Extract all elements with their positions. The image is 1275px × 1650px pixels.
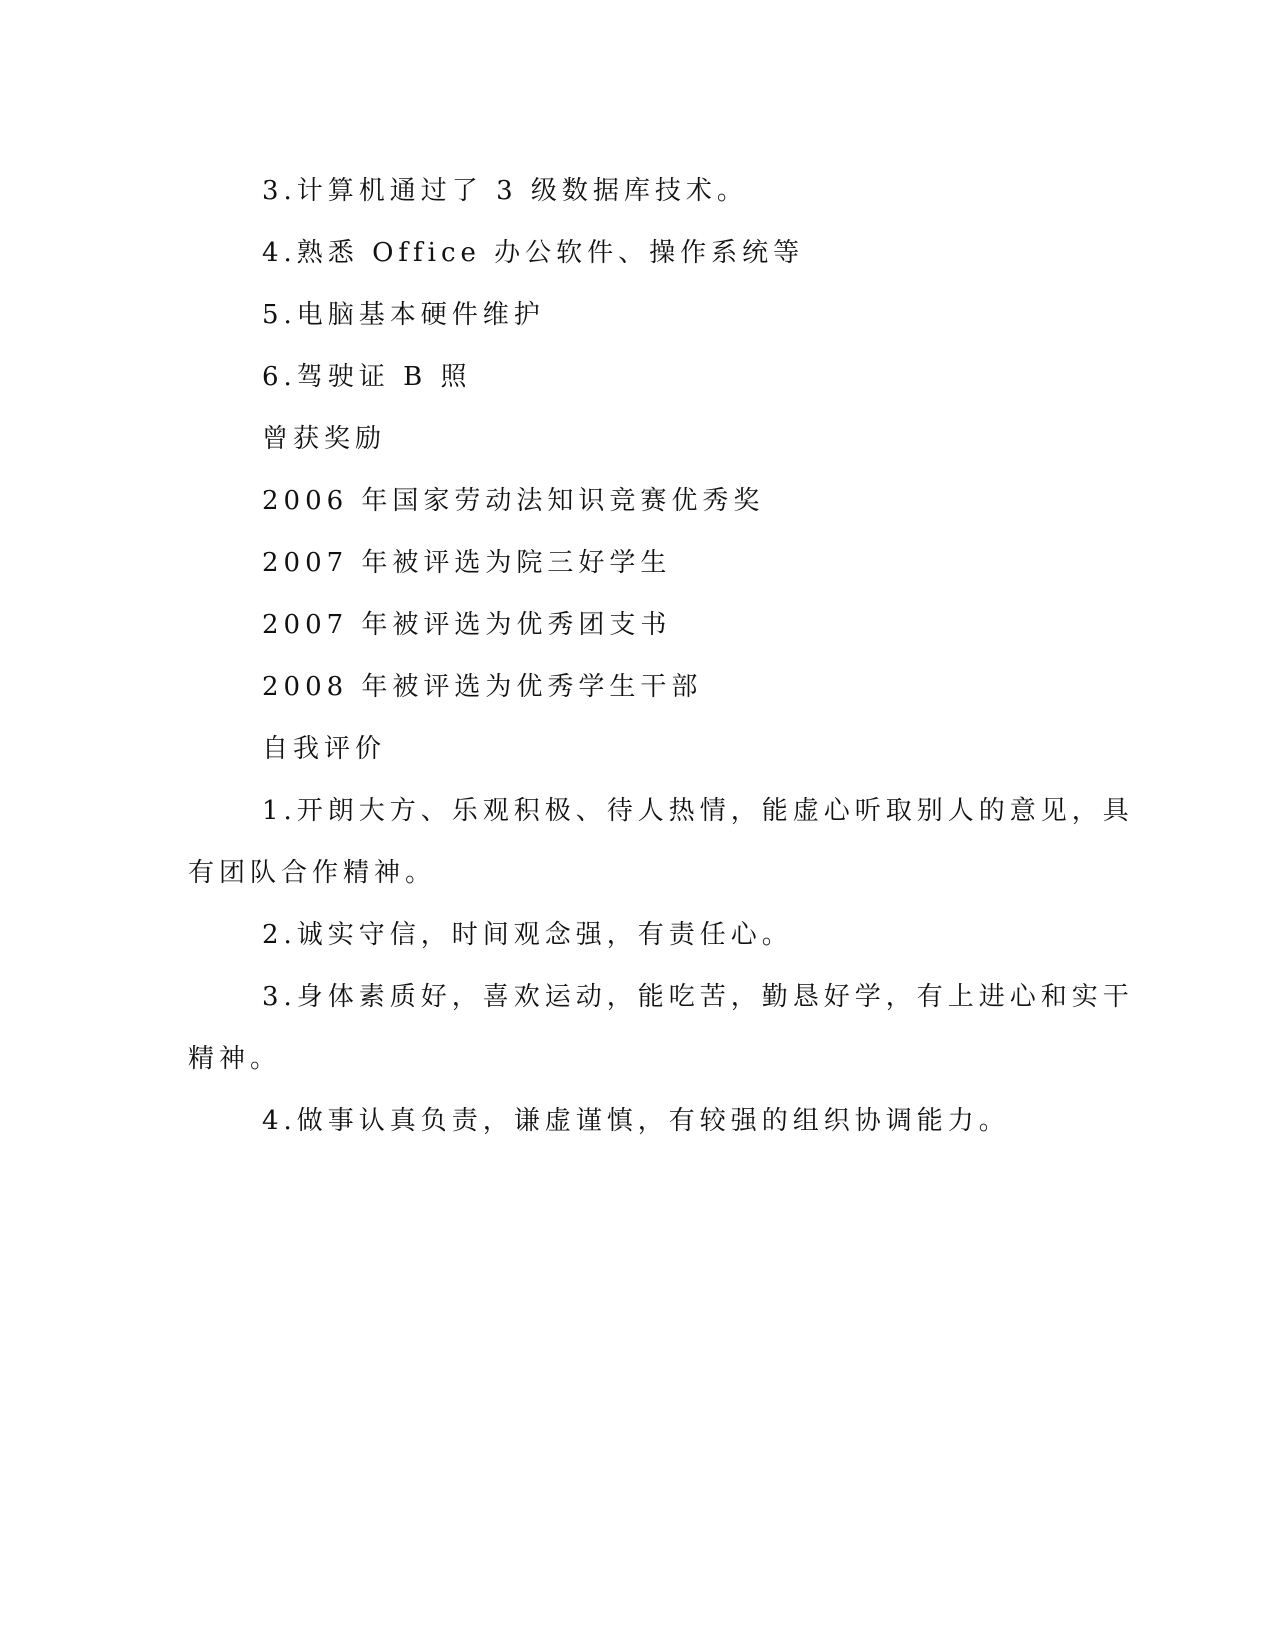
skill-item: 6.驾驶证 B 照 bbox=[262, 362, 472, 392]
self-evaluation-item-continuation: 有团队合作精神。 bbox=[188, 858, 437, 888]
skill-item: 3.计算机通过了 3 级数据库技术。 bbox=[262, 176, 748, 206]
self-evaluation-heading: 自我评价 bbox=[262, 734, 387, 764]
resume-content bbox=[188, 160, 1134, 1152]
self-evaluation-item-continuation: 精神。 bbox=[188, 1044, 282, 1074]
skill-item: 5.电脑基本硬件维护 bbox=[262, 300, 545, 330]
award-item: 2007 年被评选为院三好学生 bbox=[262, 548, 672, 578]
award-item: 2007 年被评选为优秀团支书 bbox=[262, 610, 672, 640]
award-item: 2008 年被评选为优秀学生干部 bbox=[262, 672, 703, 702]
self-evaluation-item-first-line: 1.开朗大方、乐观积极、待人热情，能虚心听取别人的意见，具 bbox=[262, 796, 1134, 826]
self-evaluation-item-first-line: 3.身体素质好，喜欢运动，能吃苦，勤恳好学，有上进心和实干 bbox=[262, 982, 1134, 1012]
self-evaluation-item-first-line: 4.做事认真负责，谦虚谨慎，有较强的组织协调能力。 bbox=[262, 1106, 1010, 1136]
skill-item: 4.熟悉 Office 办公软件、操作系统等 bbox=[262, 238, 805, 268]
self-evaluation-item-first-line: 2.诚实守信，时间观念强，有责任心。 bbox=[262, 920, 793, 950]
award-item: 2006 年国家劳动法知识竞赛优秀奖 bbox=[262, 486, 765, 516]
awards-heading: 曾获奖励 bbox=[262, 424, 387, 454]
